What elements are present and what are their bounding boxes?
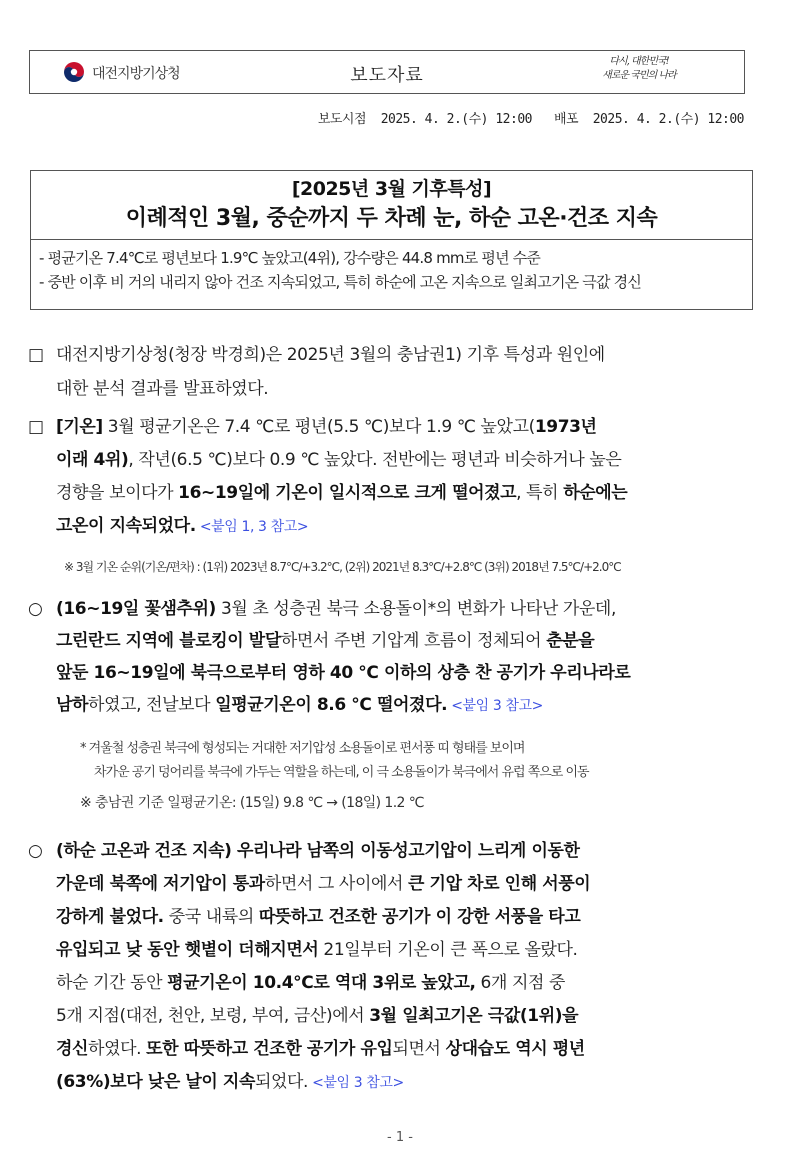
slogan-line-1: 다시, 대한민국! xyxy=(609,56,669,67)
emphasis-text: 남하 xyxy=(56,695,89,715)
page-title: 이례적인 3월, 중순까지 두 차례 눈, 하순 고온·건조 지속 xyxy=(125,206,658,231)
paragraph-text: 3월 평균기온은 7.4 ℃로 평년(5.5 ℃)보다 1.9 ℃ 높았고( xyxy=(102,417,535,437)
emphasis-text: 강하게 불었다. xyxy=(56,907,164,927)
summary-line: - 중반 이후 비 거의 내리지 않아 건조 지속되었고, 특히 하순에 고온 지속으로 일최고기온 극값 경신 xyxy=(39,273,642,291)
paragraph-text: 경향을 보이다가 xyxy=(56,483,179,503)
attachment-reference-link[interactable]: <붙임 3 참고> xyxy=(308,1075,404,1091)
polar-vortex-footnote xyxy=(80,737,589,785)
document-type: 보도자료 xyxy=(350,65,424,86)
paragraph-intro xyxy=(28,338,758,406)
emphasis-text: 경신 xyxy=(56,1039,89,1059)
paragraph-cold-snap xyxy=(28,593,758,722)
section-label: (16~19일 꽃샘추위) xyxy=(56,599,216,619)
organization-name: 대전지방기상청 xyxy=(92,66,180,82)
square-bullet-icon: □ xyxy=(28,417,44,437)
slogan-line-2: 새로운 국민의 나라 xyxy=(602,70,676,81)
emphasis-text: 평균기온이 10.4℃로 역대 3위로 높았고, xyxy=(167,973,476,993)
emphasis-text: 하순에는 xyxy=(563,483,628,503)
emphasis-text: 가운데 북쪽에 저기압이 통과 xyxy=(56,874,265,894)
circle-bullet-icon: ○ xyxy=(28,841,43,861)
header-box xyxy=(29,50,745,94)
paragraph-text: 대한 분석 결과를 발표하였다. xyxy=(56,379,269,399)
title-header xyxy=(31,171,752,240)
paragraph-text: 하였고, 전날보다 xyxy=(88,695,216,715)
paragraph-text: , 특히 xyxy=(516,483,564,503)
footnote-line: * 겨울철 성층권 북극에 형성되는 거대한 저기압성 소용돌이로 편서풍 띠 형태를 보이며 xyxy=(80,741,525,756)
emphasis-text: (하순 고온과 건조 지속) 우리나라 남쪽의 이동성고기압이 느리게 이동한 xyxy=(56,841,580,861)
emphasis-text: (63%)보다 낮은 날이 지속 xyxy=(56,1072,255,1092)
paragraph-text: 되면서 xyxy=(392,1039,446,1059)
paragraph-text: 하순 기간 동안 xyxy=(56,973,168,993)
page-number: - 1 - xyxy=(387,1130,413,1145)
emphasis-text: 상대습도 역시 평년 xyxy=(445,1039,585,1059)
footnote-line: 차가운 공기 덩어리를 북극에 가두는 역할을 하는데, 이 극 소용돌이가 북극에서 유럽 쪽으로 이동 xyxy=(94,765,589,780)
summary xyxy=(31,240,752,294)
emphasis-text: 춘분을 xyxy=(546,631,595,651)
paragraph-text: 하면서 그 사이에서 xyxy=(264,874,409,894)
emphasis-text: 1973년 xyxy=(534,417,597,437)
emphasis-text: 일평균기온이 8.6 ℃ 떨어졌다. xyxy=(215,695,448,715)
paragraph-late-heat xyxy=(28,835,758,1100)
release-info xyxy=(318,108,744,127)
square-bullet-icon: □ xyxy=(28,345,44,365)
paragraph-text: 6개 지점 중 xyxy=(475,973,566,993)
slogan xyxy=(594,55,684,83)
emphasis-text: 큰 기압 차로 인해 서풍이 xyxy=(408,874,591,894)
emphasis-text: 3월 일최고기온 극값(1위)을 xyxy=(369,1006,579,1026)
paragraph-text: , 작년(6.5 ℃)보다 0.9 ℃ 높았다. 전반에는 평년과 비슷하거나 높은 xyxy=(128,450,622,470)
title-subtitle: [2025년 3월 기후특성] xyxy=(291,178,492,200)
attachment-reference-link[interactable]: <붙임 3 참고> xyxy=(447,698,543,714)
paragraph-text: 되었다. xyxy=(254,1072,309,1092)
paragraph-text: 하면서 주변 기압계 흐름이 정체되어 xyxy=(280,631,547,651)
circle-bullet-icon: ○ xyxy=(28,599,43,619)
emphasis-text: 16~19일에 기온이 일시적으로 크게 떨어졌고 xyxy=(178,483,517,503)
emphasis-text: 고온이 지속되었다. xyxy=(56,516,196,536)
paragraph-text: 3월 초 성층권 북극 소용돌이*의 변화가 나타난 가운데, xyxy=(215,599,616,619)
summary-line: - 평균기온 7.4℃로 평년보다 1.9℃ 높았고(4위), 강수량은 44.8 mm로 평년 수준 xyxy=(39,249,541,267)
emphasis-text: 앞둔 16~19일에 북극으로부터 영하 40 ℃ 이하의 상층 찬 공기가 우리나라로 xyxy=(56,663,631,683)
distribution-time: 2025. 4. 2.(수) 12:00 xyxy=(592,112,744,127)
emphasis-text: 따뜻하고 건조한 공기가 이 강한 서풍을 타고 xyxy=(258,907,581,927)
temperature-ranking-note: ※ 3월 기온 순위(기온/편차) : (1위) 2023년 8.7℃/+3.2℃, (2위) 2021년 8.3℃/+2.8℃ (3위) 2018년 7.5℃/+2.0℃ xyxy=(64,560,621,574)
paragraph-text: 하였다. xyxy=(88,1039,147,1059)
section-label: [기온] xyxy=(56,417,103,437)
paragraph-text: 5개 지점(대전, 천안, 보령, 부여, 금산)에서 xyxy=(56,1006,370,1026)
emphasis-text: 이래 4위) xyxy=(56,450,129,470)
title-box xyxy=(30,170,753,310)
release-label: 보도시점 xyxy=(317,112,367,127)
daily-temperature-note: ※ 충남권 기준 일평균기온: (15일) 9.8 ℃ → (18일) 1.2 ℃ xyxy=(80,795,424,811)
emphasis-text: 그린란드 지역에 블로킹이 발달 xyxy=(56,631,281,651)
paragraph-text: 대전지방기상청(청장 박경희)은 2025년 3월의 충남권1) 기후 특성과 원인에 xyxy=(56,345,605,365)
paragraph-text: 중국 내륙의 xyxy=(163,907,259,927)
distribution-label: 배포 xyxy=(553,112,579,127)
release-time: 2025. 4. 2.(수) 12:00 xyxy=(380,112,532,127)
paragraph-temperature xyxy=(28,411,758,544)
emphasis-text: 또한 따뜻하고 건조한 공기가 유입 xyxy=(146,1039,393,1059)
emphasis-text: 유입되고 낮 동안 햇볕이 더해지면서 xyxy=(56,940,319,960)
paragraph-text: 21일부터 기온이 큰 폭으로 올랐다. xyxy=(318,940,578,960)
attachment-reference-link[interactable]: <붙임 1, 3 참고> xyxy=(195,519,309,535)
